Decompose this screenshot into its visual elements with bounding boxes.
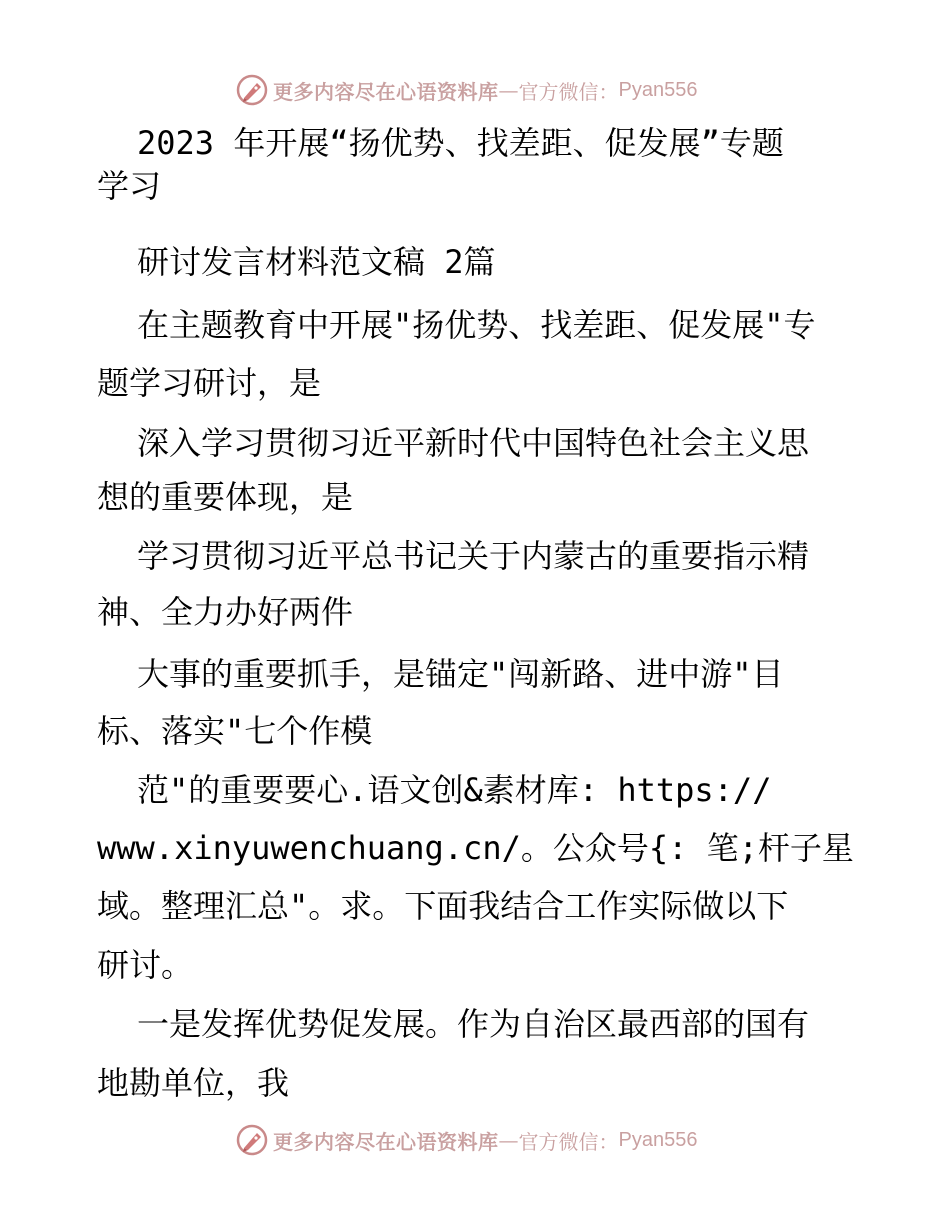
pen-nib-logo-icon: [235, 73, 269, 107]
text-line: 学习贯彻习近平总书记关于内蒙古的重要指示精: [137, 537, 810, 575]
header-watermark: [235, 72, 697, 108]
text-line: 研讨。: [97, 946, 194, 984]
text-line: 2023 年开展“扬优势、找差距、促发展”专题: [137, 124, 784, 162]
pen-nib-logo-icon: [235, 1123, 269, 1157]
footer-official-label: 官方微信：: [518, 1129, 619, 1154]
header-official-label: 官方微信：: [518, 79, 619, 104]
text-line: 一是发挥优势促发展。作为自治区最西部的国有: [137, 1005, 810, 1043]
text-line: 标、落实"七个作模: [97, 712, 373, 750]
footer-watermark: [235, 1122, 697, 1158]
text-line: 地勘单位，我: [97, 1064, 290, 1102]
footer-account: Pyan556: [618, 1128, 698, 1151]
text-line: www.xinyuwenchuang.cn/。公众号{: 笔;杆子星: [97, 829, 854, 867]
footer-site-name: 更多内容尽在心语资料库: [273, 1129, 499, 1154]
text-line: 神、全力办好两件: [97, 593, 354, 631]
text-line: 深入学习贯彻习近平新时代中国特色社会主义思: [137, 424, 810, 462]
header-account: Pyan556: [618, 78, 698, 101]
header-separator: —: [498, 78, 519, 102]
text-line: 想的重要体现，是: [97, 478, 354, 516]
text-line: 大事的重要抓手，是锚定"闯新路、进中游"目: [137, 655, 784, 693]
text-line: 研讨发言材料范文稿 2篇: [137, 243, 496, 281]
text-line: 在主题教育中开展"扬优势、找差距、促发展"专: [137, 306, 816, 344]
footer-separator: —: [498, 1128, 519, 1152]
text-line: 范"的重要要心.语文创&素材库: https://: [137, 771, 772, 809]
text-line: 域。整理汇总"。求。下面我结合工作实际做以下: [97, 887, 789, 925]
text-line: 题学习研讨，是: [97, 364, 322, 402]
header-site-name: 更多内容尽在心语资料库: [273, 79, 499, 104]
text-line: 学习: [97, 167, 162, 205]
